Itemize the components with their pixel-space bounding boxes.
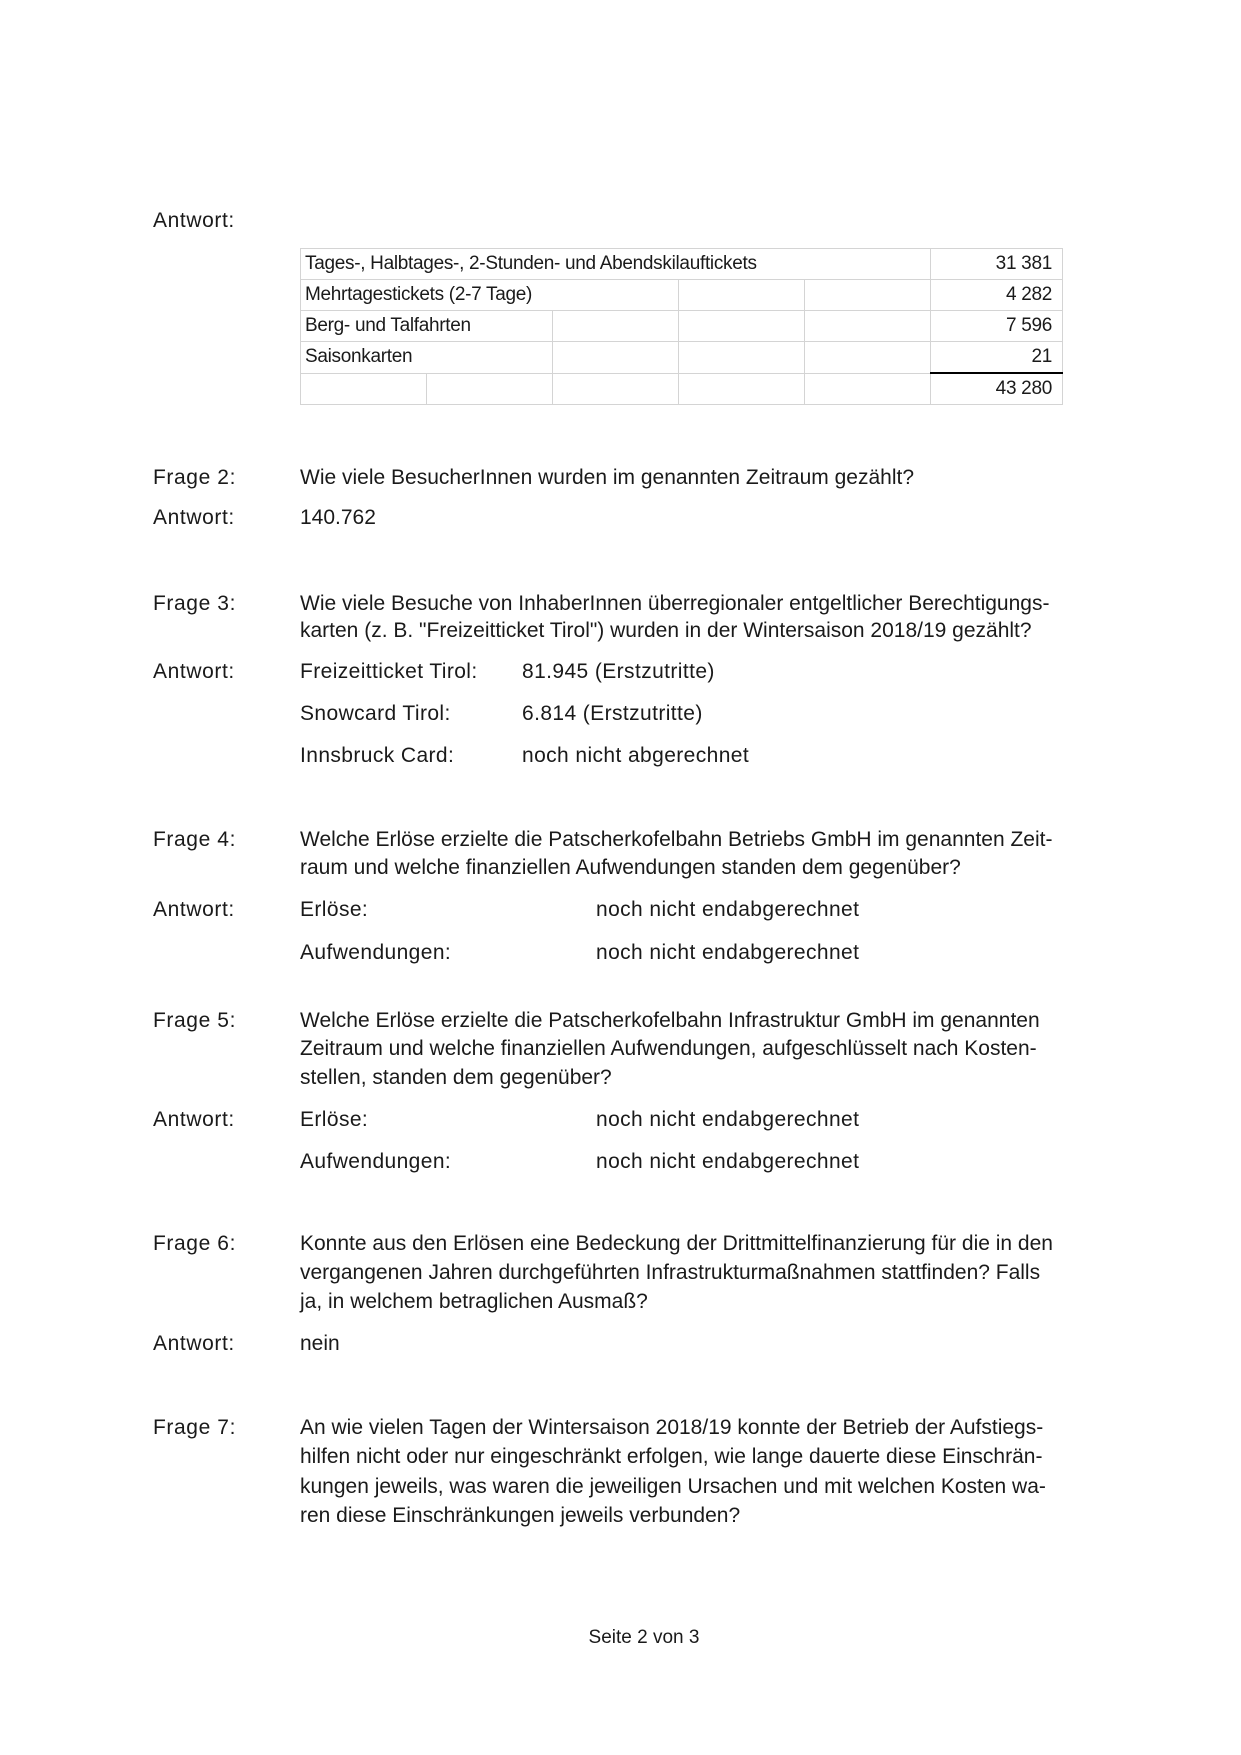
answer-key: Aufwendungen: [300, 1150, 452, 1173]
answer-1-label: Antwort: [153, 209, 235, 232]
question-4-line: raum und welche finanziellen Aufwendungen standen dem gegenüber? [300, 856, 961, 879]
answer-key: Innsbruck Card: [300, 744, 455, 767]
row-value: 21 [931, 342, 1063, 374]
question-5-line: Welche Erlöse erzielte die Patscherkofelbahn Infrastruktur GmbH im genannten [300, 1009, 1040, 1032]
answer-value: noch nicht endabgerechnet [596, 1108, 860, 1131]
answer-value: noch nicht endabgerechnet [596, 898, 860, 921]
question-3-line: Wie viele Besuche von InhaberInnen überregionaler entgeltlicher Berechtigungs- [300, 592, 1050, 615]
question-5-line: Zeitraum und welche finanziellen Aufwendungen, aufgeschlüsselt nach Kosten- [300, 1037, 1037, 1060]
question-7-line: An wie vielen Tagen der Wintersaison 2018/19 konnte der Betrieb der Aufstiegs- [300, 1416, 1044, 1439]
question-4-line: Welche Erlöse erzielte die Patscherkofelbahn Betriebs GmbH im genannten Zeit- [300, 828, 1053, 851]
answer-value: noch nicht abgerechnet [522, 744, 750, 767]
answer-5-label: Antwort: [153, 1108, 235, 1131]
question-6-label: Frage 6: [153, 1232, 237, 1255]
question-3-label: Frage 3: [153, 592, 237, 615]
total-value: 43 280 [931, 373, 1063, 405]
answer-2-label: Antwort: [153, 506, 235, 529]
table-row [301, 249, 1063, 280]
table-row [301, 342, 1063, 374]
answer-value: 81.945 (Erstzutritte) [522, 660, 715, 683]
question-7-line: hilfen nicht oder nur eingeschränkt erfolgen, wie lange dauerte diese Einschrän- [300, 1445, 1043, 1468]
question-6-line: ja, in welchem betraglichen Ausmaß? [300, 1290, 648, 1313]
answer-6-label: Antwort: [153, 1332, 235, 1355]
row-label: Mehrtagestickets (2-7 Tage) [301, 280, 679, 311]
page-footer: Seite 2 von 3 [588, 1627, 700, 1648]
answer-value: noch nicht endabgerechnet [596, 941, 860, 964]
question-6-line: Konnte aus den Erlösen eine Bedeckung der Drittmittelfinanzierung für die in den [300, 1232, 1053, 1255]
answer-4-label: Antwort: [153, 898, 235, 921]
question-7-label: Frage 7: [153, 1416, 237, 1439]
answer-key: Erlöse: [300, 898, 369, 921]
row-label: Berg- und Talfahrten [301, 311, 553, 342]
answer-2-text: 140.762 [300, 506, 376, 529]
table-row [301, 311, 1063, 342]
answer-value: 6.814 (Erstzutritte) [522, 702, 703, 725]
question-7-line: ren diese Einschränkungen jeweils verbunden? [300, 1504, 741, 1527]
table-row [301, 280, 1063, 311]
question-4-label: Frage 4: [153, 828, 237, 851]
table-total-row [301, 373, 1063, 405]
row-value: 31 381 [931, 249, 1063, 280]
question-2-text: Wie viele BesucherInnen wurden im genannten Zeitraum gezählt? [300, 466, 915, 489]
row-value: 7 596 [931, 311, 1063, 342]
question-2-label: Frage 2: [153, 466, 237, 489]
answer-key: Aufwendungen: [300, 941, 452, 964]
question-5-line: stellen, standen dem gegenüber? [300, 1066, 612, 1089]
row-label: Tages-, Halbtages-, 2-Stunden- und Abendskilauftickets [301, 249, 931, 280]
question-6-line: vergangenen Jahren durchgeführten Infrastrukturmaßnahmen stattfinden? Falls [300, 1261, 1041, 1284]
answer-key: Erlöse: [300, 1108, 369, 1131]
row-value: 4 282 [931, 280, 1063, 311]
answer-6-text: nein [300, 1332, 340, 1355]
ticket-table [300, 248, 1063, 405]
answer-key: Freizeitticket Tirol: [300, 660, 478, 683]
answer-3-label: Antwort: [153, 660, 235, 683]
question-3-line: karten (z. B. "Freizeitticket Tirol") wurden in der Wintersaison 2018/19 gezählt? [300, 619, 1032, 642]
row-label: Saisonkarten [301, 342, 553, 374]
question-5-label: Frage 5: [153, 1009, 237, 1032]
answer-key: Snowcard Tirol: [300, 702, 451, 725]
question-7-line: kungen jeweils, was waren die jeweiligen Ursachen und mit welchen Kosten wa- [300, 1475, 1046, 1498]
answer-value: noch nicht endabgerechnet [596, 1150, 860, 1173]
